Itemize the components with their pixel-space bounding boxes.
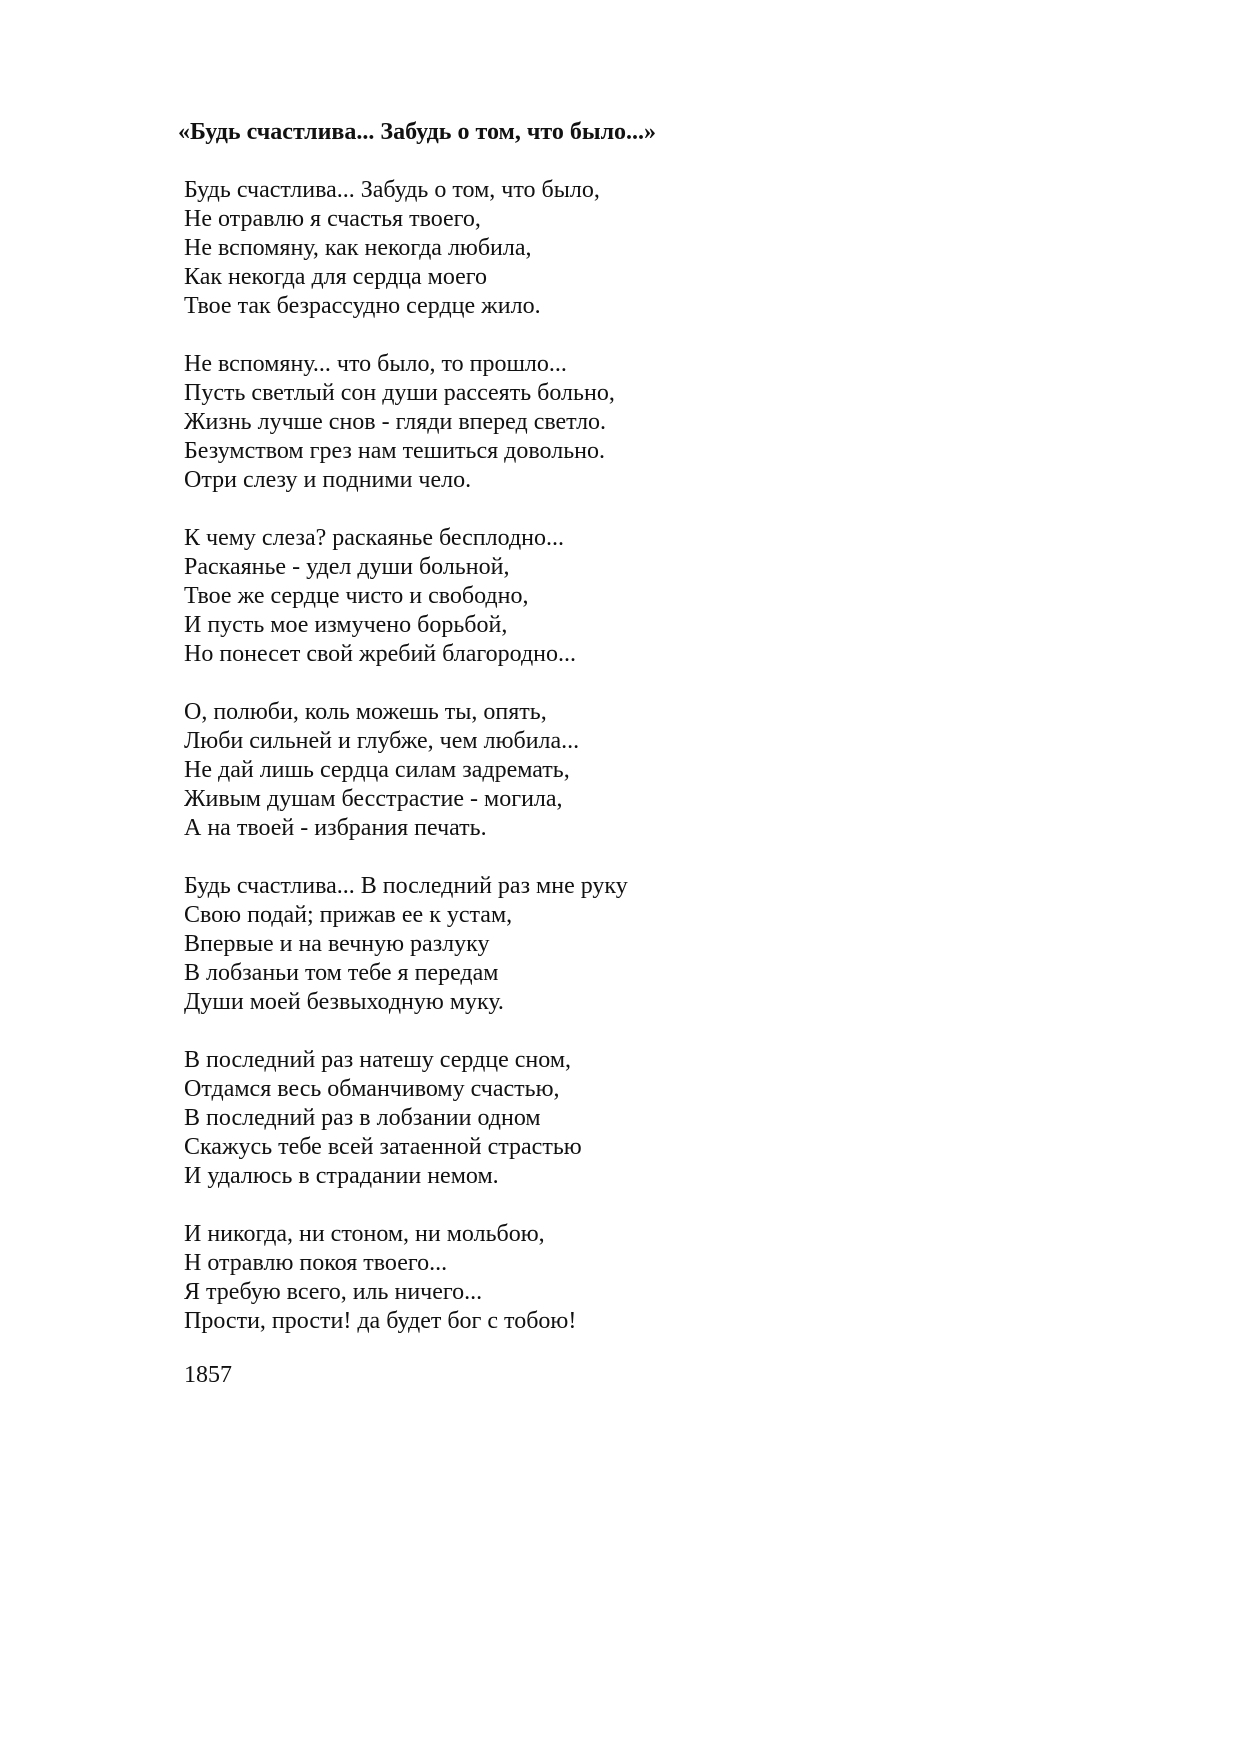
poem-line: Раскаянье - удел души больной, [184,554,510,580]
stanza [184,350,1084,495]
poem-line: И удалюсь в страдании немом. [184,1163,499,1189]
poem-line: Свою подай; прижав ее к устам, [184,902,513,928]
poem-line: Живым душам бесстрастие - могила, [184,786,563,812]
poem-line: Отри слезу и подними чело. [184,467,472,493]
poem-line: Души моей безвыходную муку. [184,989,504,1015]
poem-line: Будь счастлива... В последний раз мне руку [184,873,628,899]
poem-line: И никогда, ни стоном, ни мольбою, [184,1221,545,1247]
poem-year: 1857 [184,1362,232,1388]
stanza [184,698,1084,843]
stanza [184,1220,1084,1336]
poem-line: Н отравлю покоя твоего... [184,1250,448,1276]
poem-line: Безумством грез нам тешиться довольно. [184,438,605,464]
poem-line: Отдамся весь обманчивому счастью, [184,1076,560,1102]
poem-line: Я требую всего, иль ничего... [184,1279,483,1305]
poem-line: Пусть светлый сон души рассеять больно, [184,380,615,406]
poem-line: В последний раз натешу сердце сном, [184,1047,571,1073]
poem-line: Не вспомяну... что было, то прошло... [184,351,567,377]
poem-line: Твое же сердце чисто и свободно, [184,583,529,609]
poem-line: Прости, прости! да будет бог с тобою! [184,1308,577,1334]
poem-line: Будь счастлива... Забудь о том, что было, [184,177,600,203]
poem-line: Впервые и на вечную разлуку [184,931,490,957]
poem-line: Скажусь тебе всей затаенной страстью [184,1134,582,1160]
poem-line: Люби сильней и глубже, чем любила... [184,728,580,754]
poem-line: Не отравлю я счастья твоего, [184,206,481,232]
poem-line: В последний раз в лобзании одном [184,1105,541,1131]
poem-title: «Будь счастлива... Забудь о том, что было...» [178,119,657,145]
poem-line: Не дай лишь сердца силам задремать, [184,757,570,783]
poem-line: В лобзаньи том тебе я передам [184,960,499,986]
poem-line: Твое так безрассудно сердце жило. [184,293,541,319]
poem-line: Не вспомяну, как некогда любила, [184,235,532,261]
poem-line: А на твоей - избрания печать. [184,815,487,841]
poem-line: К чему слеза? раскаянье бесплодно... [184,525,564,551]
poem-line: Жизнь лучше снов - гляди вперед светло. [184,409,607,435]
poem-line: О, полюби, коль можешь ты, опять, [184,699,547,725]
stanza [184,872,1084,1017]
poem-body [184,176,1084,1365]
poem-line: И пусть мое измучено борьбой, [184,612,508,638]
poem-line: Но понесет свой жребий благородно... [184,641,577,667]
stanza [184,176,1084,321]
stanza [184,1046,1084,1191]
poem-line: Как некогда для сердца моего [184,264,488,290]
stanza [184,524,1084,669]
